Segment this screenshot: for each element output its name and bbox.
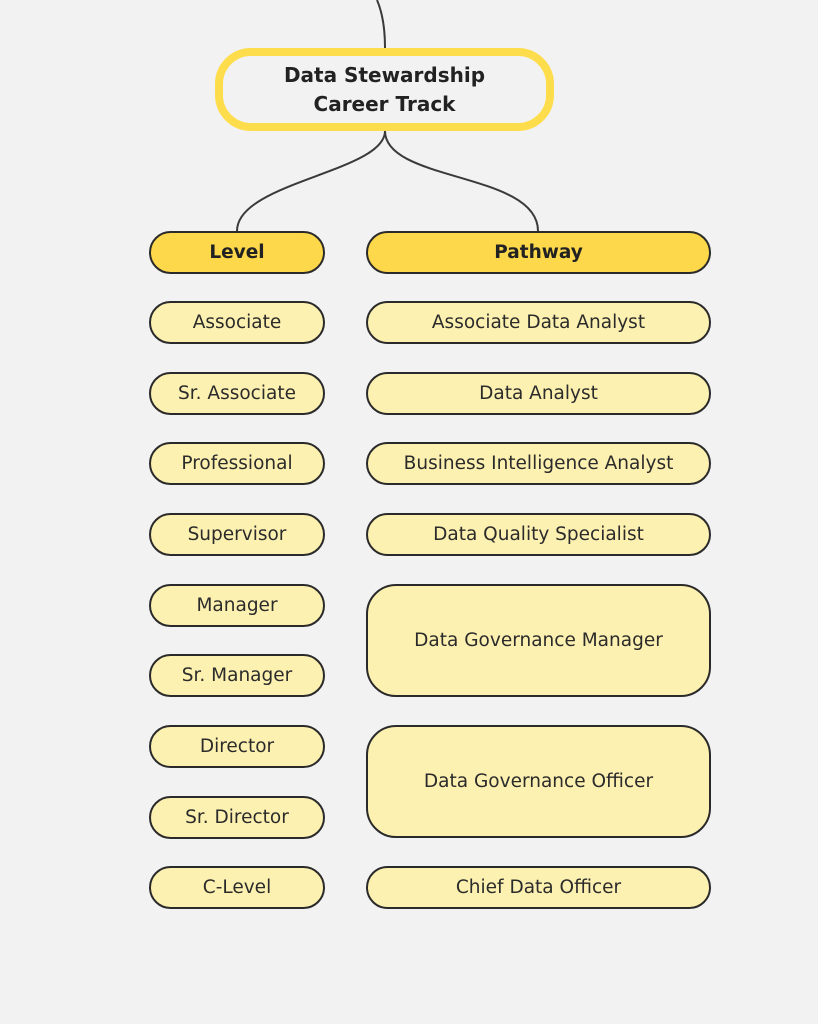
pathway-node-associate-data-analyst: Associate Data Analyst	[366, 301, 711, 344]
level-node-c-level: C-Level	[149, 866, 325, 909]
pathway-node-data-analyst: Data Analyst	[366, 372, 711, 415]
pathway-node-data-governance-officer: Data Governance Officer	[366, 725, 711, 838]
level-node-sr-manager: Sr. Manager	[149, 654, 325, 697]
level-node-associate: Associate	[149, 301, 325, 344]
level-node-sr-director: Sr. Director	[149, 796, 325, 839]
connector-to-level	[237, 131, 385, 231]
connector-top	[377, 0, 385, 48]
level-node-manager: Manager	[149, 584, 325, 627]
pathway-node-data-governance-manager: Data Governance Manager	[366, 584, 711, 697]
level-node-supervisor: Supervisor	[149, 513, 325, 556]
level-header: Level	[149, 231, 325, 274]
level-node-sr-associate: Sr. Associate	[149, 372, 325, 415]
root-node	[215, 48, 554, 131]
connector-to-pathway	[385, 131, 538, 231]
level-node-director: Director	[149, 725, 325, 768]
pathway-node-business-intelligence-analyst: Business Intelligence Analyst	[366, 442, 711, 485]
level-node-professional: Professional	[149, 442, 325, 485]
pathway-node-chief-data-officer: Chief Data Officer	[366, 866, 711, 909]
pathway-header: Pathway	[366, 231, 711, 274]
diagram-title: Data Stewardship Career Track	[283, 62, 486, 116]
pathway-node-data-quality-specialist: Data Quality Specialist	[366, 513, 711, 556]
